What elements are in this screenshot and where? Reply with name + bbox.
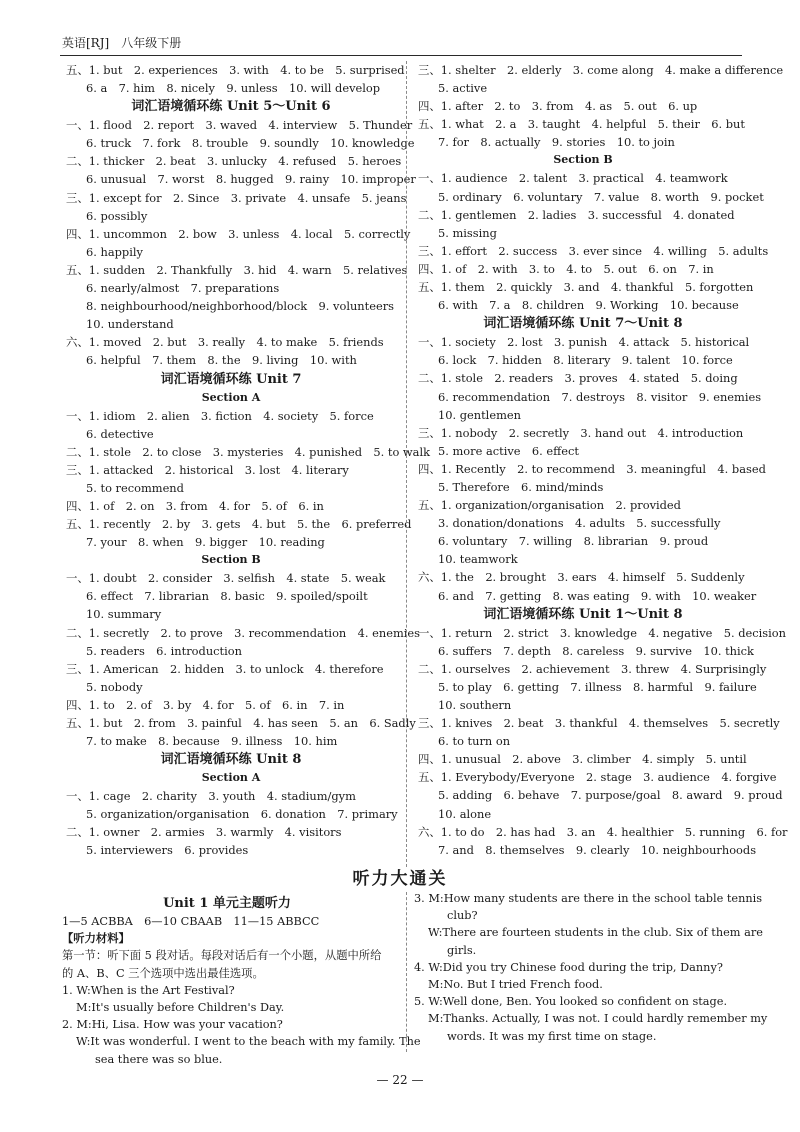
answer-line-continued: 6. voluntary 7. willing 8. librarian 9. proud (438, 534, 709, 549)
answer-line-continued: 6. recommendation 7. destroys 8. visitor 9. enemies (438, 389, 762, 404)
page-header: 英语[RJ] 八年级下册 (62, 36, 182, 50)
answer-line: 二、1. ourselves 2. achievement 3. threw 4. Surprisingly (418, 661, 767, 676)
dialogue-line: M:It's usually before Children's Day. (76, 1001, 285, 1015)
answer-line: 五、1. but 2. experiences 3. with 4. to be 5. surprised (66, 63, 405, 77)
header-divider (60, 55, 742, 56)
answer-line: 1—5 ACBBA 6—10 CBAAB 11—15 ABBCC (62, 915, 320, 928)
answer-line-continued: 6. helpful 7. them 8. the 9. living 10. with (86, 353, 357, 368)
answers-left-column (66, 61, 431, 860)
listening-section-title: 听力大通关 (352, 869, 448, 889)
answer-line: 5. W:Well done, Ben. You looked so confident on stage. (414, 995, 728, 1009)
answer-line: 五、1. sudden 2. Thankfully 3. hid 4. warn 5. relatives (66, 262, 408, 277)
answer-line-continued: 5. Therefore 6. mind/minds (438, 479, 604, 494)
dialogue-line: M:Thanks. Actually, I was not. I could hardly remember my (428, 1012, 768, 1026)
answer-line-continued: 5. interviewers 6. provides (86, 843, 249, 858)
section-heading: 词汇语境循环练 Unit 7～Unit 8 (483, 316, 683, 332)
answer-line: 的 A、B、C 三个选项中选出最佳选项。 (62, 966, 264, 980)
answer-line-continued: 6. nearly/almost 7. preparations (86, 281, 280, 296)
answer-line: 五、1. recently 2. by 3. gets 4. but 5. the 6. preferred (66, 517, 412, 532)
answer-line: 四、1. unusual 2. above 3. climber 4. simply 5. until (418, 752, 747, 767)
dialogue-line: W:It was wonderful. I went to the beach with my family. The (76, 1035, 421, 1049)
subsection-heading: Section B (201, 553, 261, 567)
dialogue-line-continued: girls. (447, 943, 477, 957)
answer-line: 六、1. the 2. brought 3. ears 4. himself 5. Suddenly (418, 570, 745, 585)
listening-right-column (414, 890, 768, 1045)
section-heading: 词汇语境循环练 Unit 1～Unit 8 (483, 606, 683, 622)
answer-line: 一、1. idiom 2. alien 3. fiction 4. society 5. force (66, 408, 374, 423)
answer-line: 【听力材料】 (62, 931, 130, 946)
answer-line-continued: 5. active (438, 81, 488, 96)
answer-line-continued: 10. teamwork (438, 552, 518, 567)
listening-column-divider (406, 892, 407, 1052)
answer-line: 六、1. to do 2. has had 3. an 4. healthier 5. running 6. for (418, 824, 788, 839)
answer-line-continued: 10. summary (86, 607, 162, 622)
answer-line: 一、1. audience 2. talent 3. practical 4. teamwork (418, 171, 728, 186)
answer-line: 1. W:When is the Art Festival? (62, 983, 235, 997)
dialogue-line: M:No. But I tried French food. (428, 978, 603, 992)
answer-line-continued: 5. to play 6. getting 7. illness 8. harmful 9. failure (438, 679, 757, 694)
answer-line-continued: 10. gentlemen (438, 407, 521, 422)
answer-line-continued: 6. and 7. getting 8. was eating 9. with 10. weaker (438, 588, 757, 603)
answer-line: 四、1. of 2. on 3. from 4. for 5. of 6. in (66, 498, 324, 513)
answer-line: 二、1. owner 2. armies 3. warmly 4. visitors (66, 825, 342, 840)
answer-line-continued: 6. with 7. a 8. children 9. Working 10. because (438, 298, 739, 313)
answer-line: 二、1. thicker 2. beat 3. unlucky 4. refused 5. heroes (66, 154, 402, 169)
answer-line-continued: 6. a 7. him 8. nicely 9. unless 10. will develop (86, 81, 381, 96)
dialogue-line-continued: sea there was so blue. (95, 1052, 223, 1066)
dialogue-line: W:There are fourteen students in the club. Six of them are (428, 926, 763, 940)
answer-line: 三、1. attacked 2. historical 3. lost 4. literary (66, 462, 349, 477)
answer-line: 一、1. flood 2. report 3. waved 4. interview 5. Thunder (66, 118, 413, 133)
column-divider (406, 61, 407, 867)
answer-line: 六、1. moved 2. but 3. really 4. to make 5. friends (66, 335, 384, 350)
answer-line: 二、1. secretly 2. to prove 3. recommendation 4. enemies (66, 625, 420, 640)
answer-line-continued: 6. truck 7. fork 8. trouble 9. soundly 10. knowledge (86, 136, 415, 151)
answer-line: 三、1. American 2. hidden 3. to unlock 4. therefore (66, 661, 384, 676)
answer-line: 三、1. except for 2. Since 3. private 4. unsafe 5. jeans (66, 190, 407, 205)
answer-line-continued: 5. adding 6. behave 7. purpose/goal 8. award 9. proud (438, 788, 783, 803)
answer-line: 五、1. organization/organisation 2. provided (418, 498, 681, 513)
answer-line: 四、1. after 2. to 3. from 4. as 5. out 6. up (418, 99, 698, 114)
section-heading: 词汇语境循环练 Unit 5～Unit 6 (131, 99, 331, 115)
answer-line: 二、1. gentlemen 2. ladies 3. successful 4. donated (418, 207, 735, 222)
answer-line-continued: 5. nobody (86, 679, 143, 694)
answers-right-column (418, 61, 788, 859)
answer-line: 2. M:Hi, Lisa. How was your vacation? (62, 1018, 283, 1032)
answer-line: 五、1. Everybody/Everyone 2. stage 3. audience 4. forgive (418, 770, 777, 785)
answer-line: 三、1. shelter 2. elderly 3. come along 4. make a difference (418, 63, 784, 77)
answer-line-continued: 10. southern (438, 698, 512, 712)
section-heading: 词汇语境循环练 Unit 8 (160, 752, 302, 768)
answer-line: 四、1. uncommon 2. bow 3. unless 4. local 5. correctly (66, 226, 411, 241)
answer-line: 五、1. but 2. from 3. painful 4. has seen 5. an 6. Sadly (66, 716, 416, 730)
answer-line: 二、1. stole 2. to close 3. mysteries 4. punished 5. to walk (66, 444, 431, 459)
answer-line-continued: 5. organization/organisation 6. donation 7. primary (86, 807, 398, 822)
answer-line-continued: 6. to turn on (438, 734, 511, 749)
answer-line: 五、1. what 2. a 3. taught 4. helpful 5. their 6. but (418, 117, 745, 132)
answer-line-continued: 7. to make 8. because 9. illness 10. him (86, 734, 338, 749)
answer-line: 4. W:Did you try Chinese food during the trip, Danny? (414, 960, 723, 974)
answer-line: 四、1. to 2. of 3. by 4. for 5. of 6. in 7. in (66, 697, 345, 712)
answer-line-continued: 8. neighbourhood/neighborhood/block 9. volunteers (86, 299, 394, 314)
subsection-heading: Section A (201, 390, 261, 404)
answer-line: 一、1. society 2. lost 3. punish 4. attack 5. historical (418, 335, 750, 350)
answer-line: 五、1. them 2. quickly 3. and 4. thankful 5. forgotten (418, 280, 754, 295)
answer-line-continued: 10. understand (86, 317, 174, 332)
answer-line-continued: 3. donation/donations 4. adults 5. successfully (438, 516, 721, 531)
dialogue-line-continued: club? (447, 909, 478, 923)
answer-line-continued: 5. missing (438, 225, 497, 240)
answer-line-continued: 5. readers 6. introduction (86, 643, 242, 658)
answer-line-continued: 6. detective (86, 426, 154, 441)
answer-line-continued: 7. and 8. themselves 9. clearly 10. neighbourhoods (438, 842, 757, 857)
answer-line: 四、1. Recently 2. to recommend 3. meaningful 4. based (418, 461, 766, 476)
answer-line-continued: 5. ordinary 6. voluntary 7. value 8. worth 9. pocket (438, 189, 764, 204)
subsection-heading: Section B (553, 153, 613, 167)
answer-line-continued: 7. for 8. actually 9. stories 10. to join (438, 135, 675, 150)
answer-line: 一、1. return 2. strict 3. knowledge 4. negative 5. decision (418, 625, 786, 640)
answer-line-continued: 6. happily (86, 244, 143, 259)
answer-line-continued: 6. lock 7. hidden 8. literary 9. talent 10. force (438, 353, 733, 368)
answer-line: 三、1. knives 2. beat 3. thankful 4. themselves 5. secretly (418, 716, 780, 731)
answer-line-continued: 6. suffers 7. depth 8. careless 9. survive 10. thick (438, 643, 754, 658)
answer-line: 四、1. of 2. with 3. to 4. to 5. out 6. on 7. in (418, 261, 714, 276)
section-heading: 词汇语境循环练 Unit 7 (160, 371, 302, 387)
answer-line-continued: 5. more active 6. effect (438, 443, 579, 458)
answer-line: 三、1. nobody 2. secretly 3. hand out 4. introduction (418, 425, 744, 440)
answer-line: 一、1. cage 2. charity 3. youth 4. stadium/gym (66, 789, 356, 804)
answer-line: 第一节：听下面 5 段对话。每段对话后有一个小题，从题中所给 (62, 949, 382, 963)
answer-line-continued: 5. to recommend (86, 480, 184, 495)
answer-line: 一、1. doubt 2. consider 3. selfish 4. state 5. weak (66, 571, 386, 586)
listening-left-column (62, 894, 421, 1068)
answer-line: 三、1. effort 2. success 3. ever since 4. willing 5. adults (418, 243, 769, 258)
answer-line-continued: 7. your 8. when 9. bigger 10. reading (86, 535, 325, 550)
answer-line-continued: 6. possibly (86, 208, 148, 223)
section-heading: Unit 1 单元主题听力 (163, 896, 291, 911)
dialogue-line-continued: words. It was my first time on stage. (447, 1029, 657, 1043)
answer-line: 二、1. stole 2. readers 3. proves 4. stated 5. doing (418, 371, 738, 386)
answer-line: 3. M:How many students are there in the school table tennis (414, 892, 763, 905)
page-number: — 22 — (376, 1073, 424, 1087)
subsection-heading: Section A (201, 771, 261, 785)
answer-line-continued: 6. unusual 7. worst 8. hugged 9. rainy 10. improper (86, 172, 416, 187)
answer-line-continued: 10. alone (438, 806, 492, 821)
answer-line-continued: 6. effect 7. librarian 8. basic 9. spoiled/spoilt (86, 589, 368, 604)
